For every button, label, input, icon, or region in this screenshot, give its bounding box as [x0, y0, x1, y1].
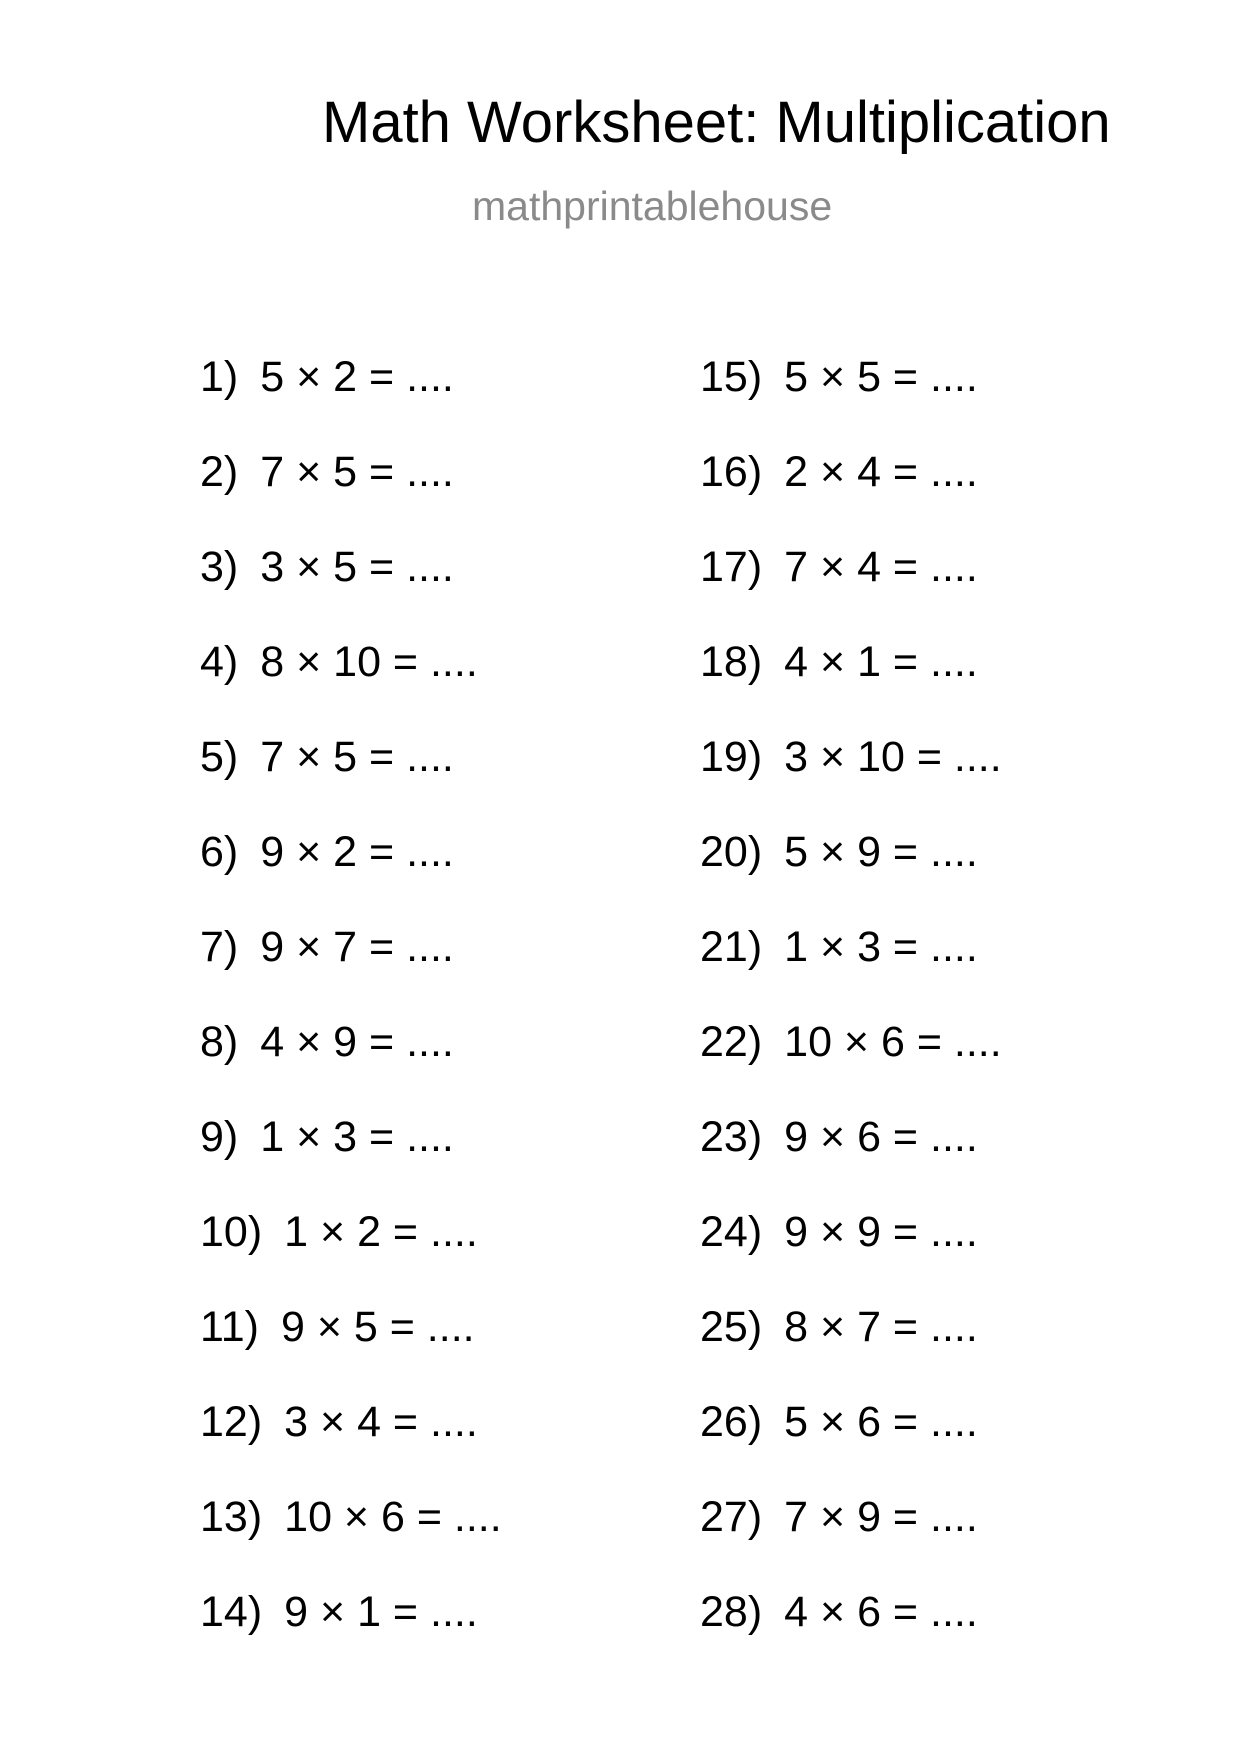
problem-expression: 9 × 9 = ....: [784, 1208, 978, 1256]
problem-number: 14): [200, 1588, 263, 1636]
problem-number: 2): [200, 448, 239, 496]
problem-number: 3): [200, 543, 239, 591]
problem-item: [700, 1303, 1002, 1401]
problem-item: [700, 733, 1002, 831]
problem-expression: 1 × 3 = ....: [784, 923, 978, 971]
problem-item: [700, 923, 1002, 1021]
problem-item: [200, 1208, 502, 1306]
problem-number: 1): [200, 353, 239, 401]
problem-number: 10): [200, 1208, 263, 1256]
problem-item: [700, 448, 1002, 546]
problem-item: [200, 733, 502, 831]
problem-item: [200, 828, 502, 926]
problem-item: [200, 1113, 502, 1211]
problem-number: 25): [700, 1303, 763, 1351]
problem-expression: 5 × 9 = ....: [784, 828, 978, 876]
problem-item: [200, 638, 502, 736]
page-title: Math Worksheet: Multiplication: [322, 90, 1111, 155]
problem-expression: 5 × 6 = ....: [784, 1398, 978, 1446]
problem-item: [200, 1588, 502, 1686]
problem-expression: 8 × 10 = ....: [260, 638, 478, 686]
problem-expression: 9 × 7 = ....: [260, 923, 454, 971]
problem-item: [700, 1208, 1002, 1306]
problem-item: [200, 543, 502, 641]
problem-expression: 10 × 6 = ....: [784, 1018, 1002, 1066]
problem-item: [700, 1588, 1002, 1686]
problem-item: [700, 1398, 1002, 1496]
problem-number: 17): [700, 543, 763, 591]
problem-expression: 9 × 2 = ....: [260, 828, 454, 876]
problem-number: 9): [200, 1113, 239, 1161]
problem-number: 24): [700, 1208, 763, 1256]
problem-expression: 4 × 1 = ....: [784, 638, 978, 686]
problem-expression: 7 × 5 = ....: [260, 448, 454, 496]
problem-item: [200, 1303, 502, 1401]
problem-number: 28): [700, 1588, 763, 1636]
problem-column-right: [700, 353, 1002, 1686]
problem-number: 16): [700, 448, 763, 496]
problem-item: [200, 923, 502, 1021]
problem-expression: 10 × 6 = ....: [284, 1493, 502, 1541]
problem-expression: 3 × 5 = ....: [260, 543, 454, 591]
problem-number: 15): [700, 353, 763, 401]
problem-number: 20): [700, 828, 763, 876]
problem-item: [700, 638, 1002, 736]
problem-expression: 7 × 4 = ....: [784, 543, 978, 591]
problem-item: [700, 1018, 1002, 1116]
problem-number: 21): [700, 923, 763, 971]
problem-item: [700, 543, 1002, 641]
problem-item: [700, 353, 1002, 451]
problem-item: [700, 828, 1002, 926]
problem-item: [200, 1398, 502, 1496]
problem-number: 5): [200, 733, 239, 781]
problem-number: 23): [700, 1113, 763, 1161]
problem-number: 12): [200, 1398, 263, 1446]
problem-number: 22): [700, 1018, 763, 1066]
problem-expression: 3 × 10 = ....: [784, 733, 1002, 781]
problem-item: [200, 353, 502, 451]
problem-number: 13): [200, 1493, 263, 1541]
problem-expression: 9 × 5 = ....: [280, 1303, 475, 1351]
problem-expression: 4 × 9 = ....: [260, 1018, 454, 1066]
problem-expression: 4 × 6 = ....: [784, 1588, 978, 1636]
problem-number: 11): [200, 1303, 259, 1351]
problem-number: 26): [700, 1398, 763, 1446]
problem-item: [200, 1493, 502, 1591]
problem-number: 6): [200, 828, 239, 876]
problem-number: 18): [700, 638, 763, 686]
problem-expression: 7 × 5 = ....: [260, 733, 454, 781]
problem-number: 19): [700, 733, 763, 781]
problem-expression: 8 × 7 = ....: [784, 1303, 978, 1351]
problem-number: 27): [700, 1493, 763, 1541]
problem-expression: 7 × 9 = ....: [784, 1493, 978, 1541]
problem-expression: 9 × 6 = ....: [784, 1113, 978, 1161]
problem-expression: 1 × 2 = ....: [284, 1208, 478, 1256]
problem-number: 4): [200, 638, 239, 686]
problem-item: [700, 1493, 1002, 1591]
problem-item: [200, 1018, 502, 1116]
problem-expression: 5 × 5 = ....: [784, 353, 978, 401]
problem-expression: 5 × 2 = ....: [260, 353, 454, 401]
problem-item: [700, 1113, 1002, 1211]
problem-expression: 9 × 1 = ....: [284, 1588, 478, 1636]
problem-number: 8): [200, 1018, 239, 1066]
problem-item: [200, 448, 502, 546]
problem-column-left: [200, 353, 502, 1686]
problem-number: 7): [200, 923, 239, 971]
problem-expression: 2 × 4 = ....: [784, 448, 978, 496]
problem-expression: 1 × 3 = ....: [260, 1113, 454, 1161]
page-subtitle: mathprintablehouse: [472, 183, 833, 229]
problem-expression: 3 × 4 = ....: [284, 1398, 478, 1446]
